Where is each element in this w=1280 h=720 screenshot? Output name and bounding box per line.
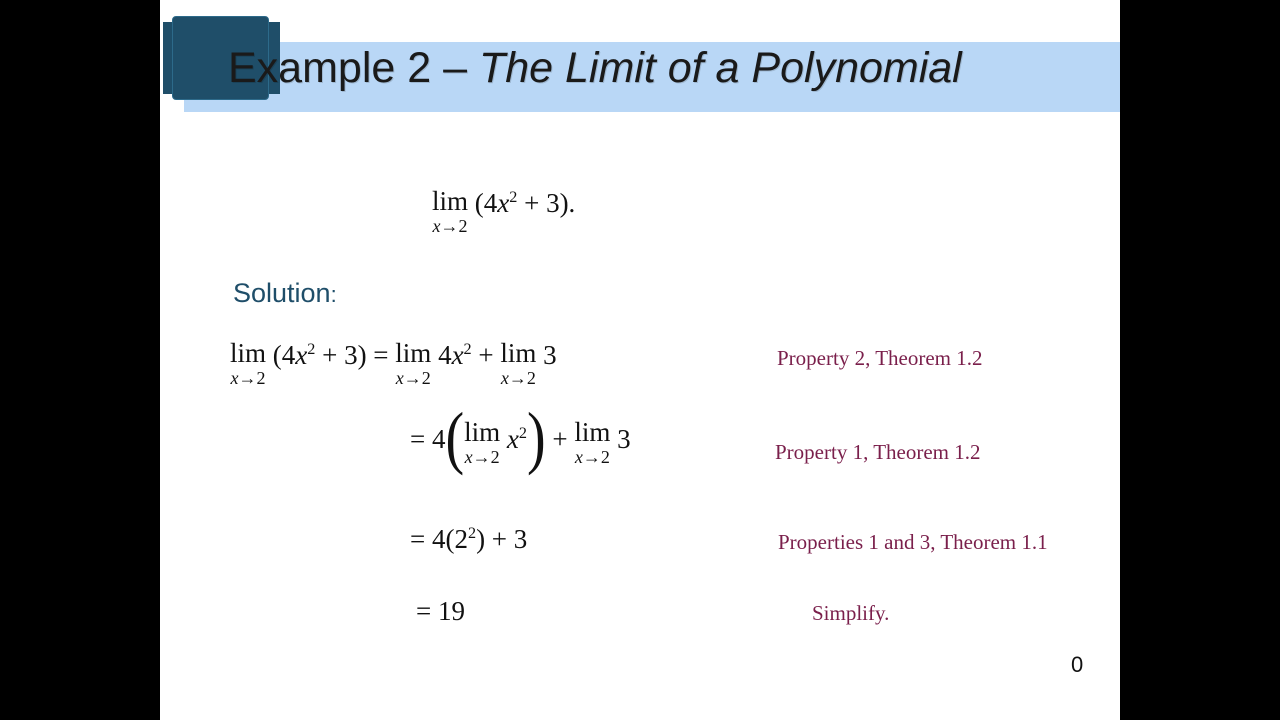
page-number: 0 — [1071, 652, 1084, 677]
title-topic: The Limit of a Polynomial — [478, 44, 962, 92]
step-4-reason: Simplify. — [812, 601, 890, 625]
step-3: = $4(2^2) + 3$ — [410, 524, 528, 554]
step-2-reason: Property 1, Theorem 1.2 — [775, 440, 981, 464]
limit-operator: lim x→2 — [395, 338, 432, 388]
step-3-reason: Properties 1 and 3, Theorem 1.1 — [778, 530, 1048, 554]
title-prefix: Example 2 – — [228, 44, 479, 92]
problem-expression: lim x→2 $(4x^2 + 3)$. — [432, 186, 576, 236]
lim-subscript: x→2 — [432, 216, 468, 236]
solution-label: Solution: — [233, 278, 337, 308]
slide-title — [228, 44, 962, 93]
limit-operator: lim x→2 — [574, 416, 611, 467]
limit-operator: lim x→2 — [500, 338, 537, 388]
limit-operator: lim x→2 — [230, 338, 267, 388]
step-1: lim x→2 $(4x^2 + 3)$ = lim x→2 $4x^2$ + lim x→2 3 — [230, 338, 557, 388]
step-4: = 19 — [416, 596, 465, 626]
limit-operator: lim x→2 — [464, 416, 501, 467]
step-2: = 4( lim x→2 $x^2$) + lim x→2 3 — [410, 399, 631, 477]
lim-word: lim — [432, 186, 469, 216]
limit-operator — [432, 188, 468, 235]
slide — [160, 0, 1120, 720]
step-1-reason: Property 2, Theorem 1.2 — [777, 346, 983, 370]
